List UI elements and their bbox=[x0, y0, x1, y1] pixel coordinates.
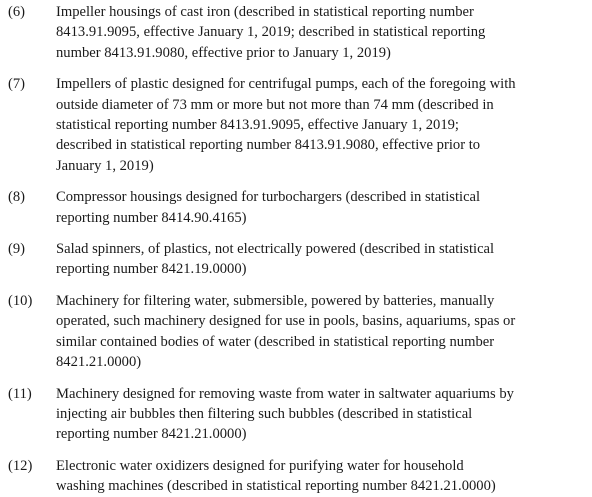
item-line: January 1, 2019) bbox=[56, 157, 154, 174]
item-line: 8413.91.9095, effective January 1, 2019; described in statistical reporting bbox=[56, 24, 486, 41]
item-line: operated, such machinery designed for use in pools, basins, aquariums, spas or bbox=[56, 313, 516, 330]
item-number: (8) bbox=[8, 189, 26, 206]
item-line: outside diameter of 73 mm or more but not more than 74 mm (described in bbox=[56, 96, 494, 113]
item-line: described in statistical reporting number 8413.91.9080, effective prior to bbox=[56, 137, 481, 154]
item-line: Machinery for filtering water, submersible, powered by batteries, manually bbox=[56, 292, 495, 309]
item-spacer bbox=[8, 228, 584, 239]
item-line: number 8413.91.9080, effective prior to January 1, 2019) bbox=[56, 44, 391, 61]
item-line: Machinery designed for removing waste from water in saltwater aquariums by bbox=[56, 385, 514, 402]
item-line: similar contained bodies of water (described in statistical reporting number bbox=[56, 333, 495, 350]
item-line: Impellers of plastic designed for centrifugal pumps, each of the foregoing with bbox=[56, 76, 516, 93]
item-number: (10) bbox=[8, 292, 33, 309]
item-spacer bbox=[8, 63, 584, 74]
item-text bbox=[56, 384, 584, 445]
item-line: Impeller housings of cast iron (described in statistical reporting number bbox=[56, 4, 474, 20]
item-number: (7) bbox=[8, 76, 26, 93]
list-item-6 bbox=[8, 2, 584, 63]
list-item-10 bbox=[8, 291, 584, 373]
item-line: Compressor housings designed for turbochargers (described in statistical bbox=[56, 189, 481, 206]
item-line: Salad spinners, of plastics, not electrically powered (described in statistical bbox=[56, 241, 495, 258]
item-number: (11) bbox=[8, 385, 32, 402]
list-item-7 bbox=[8, 74, 584, 176]
item-spacer bbox=[8, 176, 584, 187]
item-line: injecting air bubbles then filtering such bubbles (described in statistical bbox=[56, 405, 473, 422]
item-number: (12) bbox=[8, 457, 33, 474]
item-spacer bbox=[8, 445, 584, 456]
item-line: Electronic water oxidizers designed for purifying water for household bbox=[56, 457, 464, 474]
list-item-9 bbox=[8, 239, 584, 280]
item-spacer bbox=[8, 373, 584, 384]
item-line: 8421.21.0000) bbox=[56, 354, 142, 371]
item-line: reporting number 8414.90.4165) bbox=[56, 209, 247, 226]
item-line: reporting number 8421.21.0000) bbox=[56, 426, 247, 443]
item-text bbox=[56, 291, 584, 373]
item-line: reporting number 8421.19.0000) bbox=[56, 261, 247, 278]
item-text bbox=[56, 74, 584, 176]
item-line: statistical reporting number 8413.91.9095, effective January 1, 2019; bbox=[56, 117, 459, 134]
item-line: washing machines (described in statistical reporting number 8421.21.0000) bbox=[56, 478, 496, 495]
item-text bbox=[56, 2, 584, 63]
item-number: (9) bbox=[8, 241, 26, 258]
list-item-8 bbox=[8, 187, 584, 228]
list-item-12 bbox=[8, 456, 584, 497]
item-number: (6) bbox=[8, 4, 26, 20]
item-text bbox=[56, 187, 584, 228]
item-text bbox=[56, 456, 584, 497]
list-item-11 bbox=[8, 384, 584, 445]
item-text bbox=[56, 239, 584, 280]
item-spacer bbox=[8, 280, 584, 291]
